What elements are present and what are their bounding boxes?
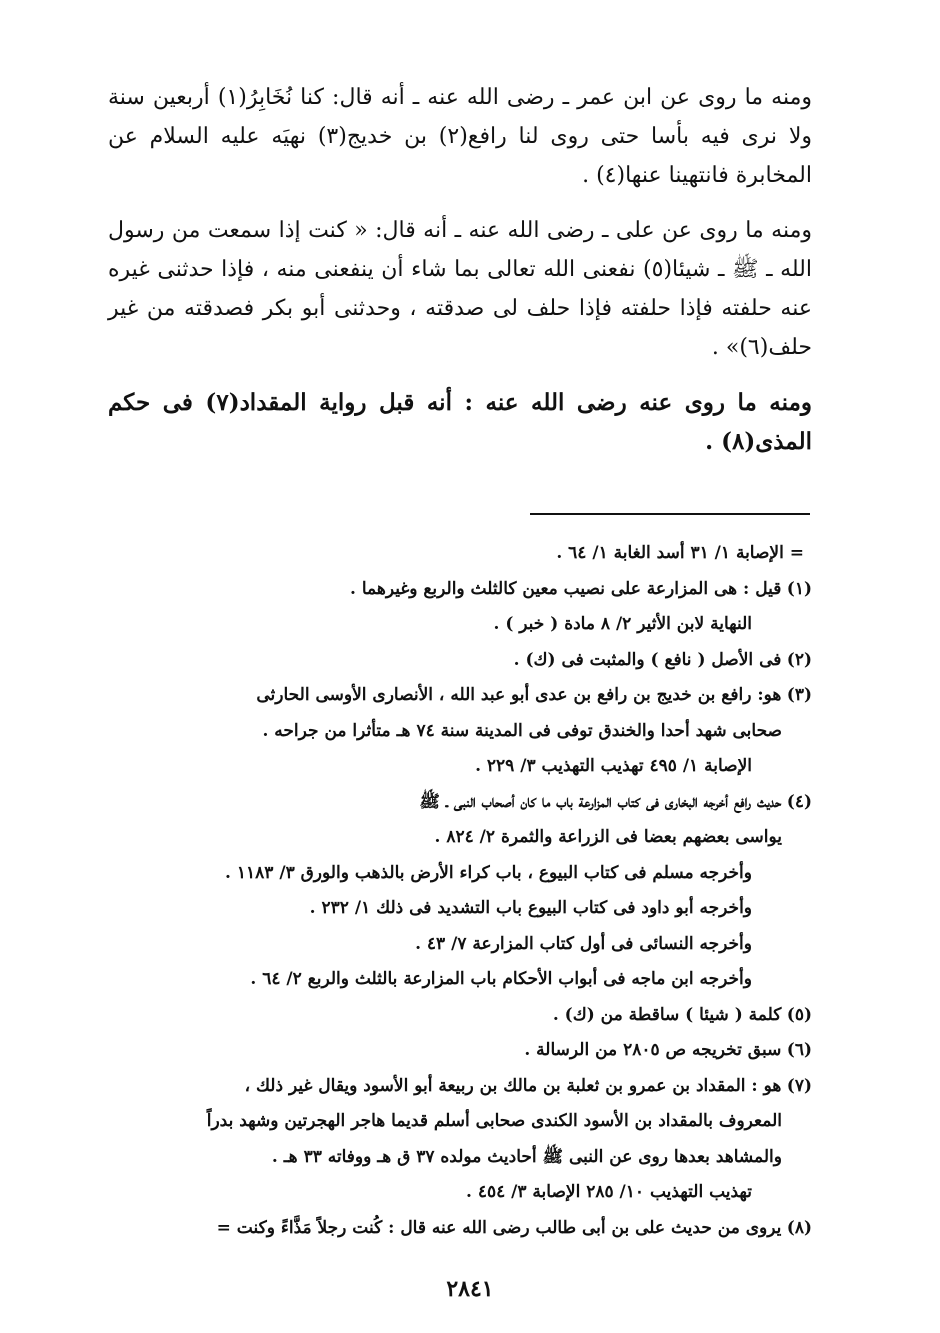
footnote-4-line-6: وأخرجه ابن ماجه فى أبواب الأحكام باب المزارعة بالثلث والربع ٢/ ٦٤ .	[250, 969, 752, 989]
footnote-3-line-3: الإصابة ١/ ٤٩٥ تهذيب التهذيب ٣/ ٢٢٩ .	[475, 756, 752, 776]
footnote-7-line-2: المعروف بالمقداد بن الأسود الكندى صحابى أسلم قديما هاجر الهجرتين وشهد بدراً	[206, 1111, 782, 1131]
paragraph-2: ومنه ما روى عن على ـ رضى الله عنه ـ أنه قال: « كنت إذا سمعت من رسول الله ـ ﷺ ـ شيئا(٥) نفعنى الله تعالى بما شاء أن ينفعنى منه ، فإذا حدثنى غيره عنه حلفته فإذا حلفته فإذا حلف لى صدقته ، وحدثنى أبو بكر فصدقته من غير حلف(٦)» .	[108, 218, 812, 360]
footnote-4-line-3: وأخرجه مسلم فى كتاب البيوع ، باب كراء الأرض بالذهب والورق ٣/ ١١٨٣ .	[225, 862, 752, 883]
footnote-2: (٢) فى الأصل ( نافع ) والمثبت فى (ك) .	[513, 649, 812, 670]
footnote-5: (٥) كلمة ( شيئا ) ساقطة من (ك) .	[552, 1004, 812, 1025]
footnote-3-line-2: صحابى شهد أحدا والخندق توفى فى المدينة سنة ٧٤ هـ متأثرا من جراحه .	[262, 720, 782, 741]
footnote-1-line-2: النهاية لابن الأثير ٢/ ٨ مادة ( خبر ) .	[493, 614, 752, 634]
footnote-3: (٣) هو: رافع بن خديج بن رافع بن عدى أبو عبد الله ، الأنصارى الأوسى الحارثى	[256, 685, 812, 705]
footnote-7-line-4: تهذيب التهذيب ١٠/ ٢٨٥ الإصابة ٣/ ٤٥٤ .	[465, 1182, 752, 1202]
footnote-continuation: = الإصابة ١/ ٣١ أسد الغابة ١/ ٦٤ .	[556, 543, 804, 563]
footnote-7: (٧) هو : المقداد بن عمرو بن ثعلبة بن مالك بن ربيعة أبو الأسود ويقال غير ذلك ،	[244, 1075, 812, 1096]
paragraph-3: ومنه ما روى عنه رضى الله عنه : أنه قبل رواية المقداد(٧) فى حكم المذى(٨) .	[108, 389, 813, 455]
footnote-7-line-3: والمشاهد بعدها روى عن النبى ﷺ أحاديث مولده ٣٧ ق هـ ووفاته ٣٣ هـ .	[271, 1146, 782, 1167]
footnote-divider	[530, 513, 810, 515]
footnote-4-line-5: وأخرجه النسائى فى أول كتاب المزارعة ٧/ ٤٣ .	[415, 933, 752, 954]
footnote-6: (٦) سبق تخريجه ص ٢٨٠٥ من الرسالة .	[524, 1040, 812, 1060]
footnote-4-line-2: يواسى بعضهم بعضا فى الزراعة والثمرة ٢/ ٨٢٤ .	[434, 827, 782, 847]
footnote-8: (٨) يروى من حديث على بن أبى طالب رضى الله عنه قال : كُنت رجلاً مَذَّاءً وكنت =	[216, 1217, 812, 1238]
main-text	[108, 78, 812, 477]
footnotes	[108, 536, 812, 1246]
paragraph-1: ومنه ما روى عن ابن عمر ـ رضى الله عنه ـ أنه قال: كنا نُخَابِرُ(١) أربعين سنة ولا نرى فيه بأسا حتى روى لنا رافع(٢) بن خديج(٣) نهيَه عليه السلام عن المخابرة فانتهينا عنها(٤) .	[108, 85, 813, 188]
footnote-1: (١) قيل : هى المزارعة على نصيب معين كالثلث والربع وغيرهما .	[350, 578, 812, 599]
footnote-4: (٤) حديث رافع أخرجه البخارى فى كتاب المزارعة باب ما كان أصحاب النبى ـ ﷺ	[419, 791, 812, 812]
page-number: ٢٨٤١	[446, 1276, 494, 1302]
footnote-4-line-4: وأخرجه أبو داود فى كتاب البيوع باب التشديد فى ذلك ١/ ٢٣٢ .	[309, 898, 752, 918]
